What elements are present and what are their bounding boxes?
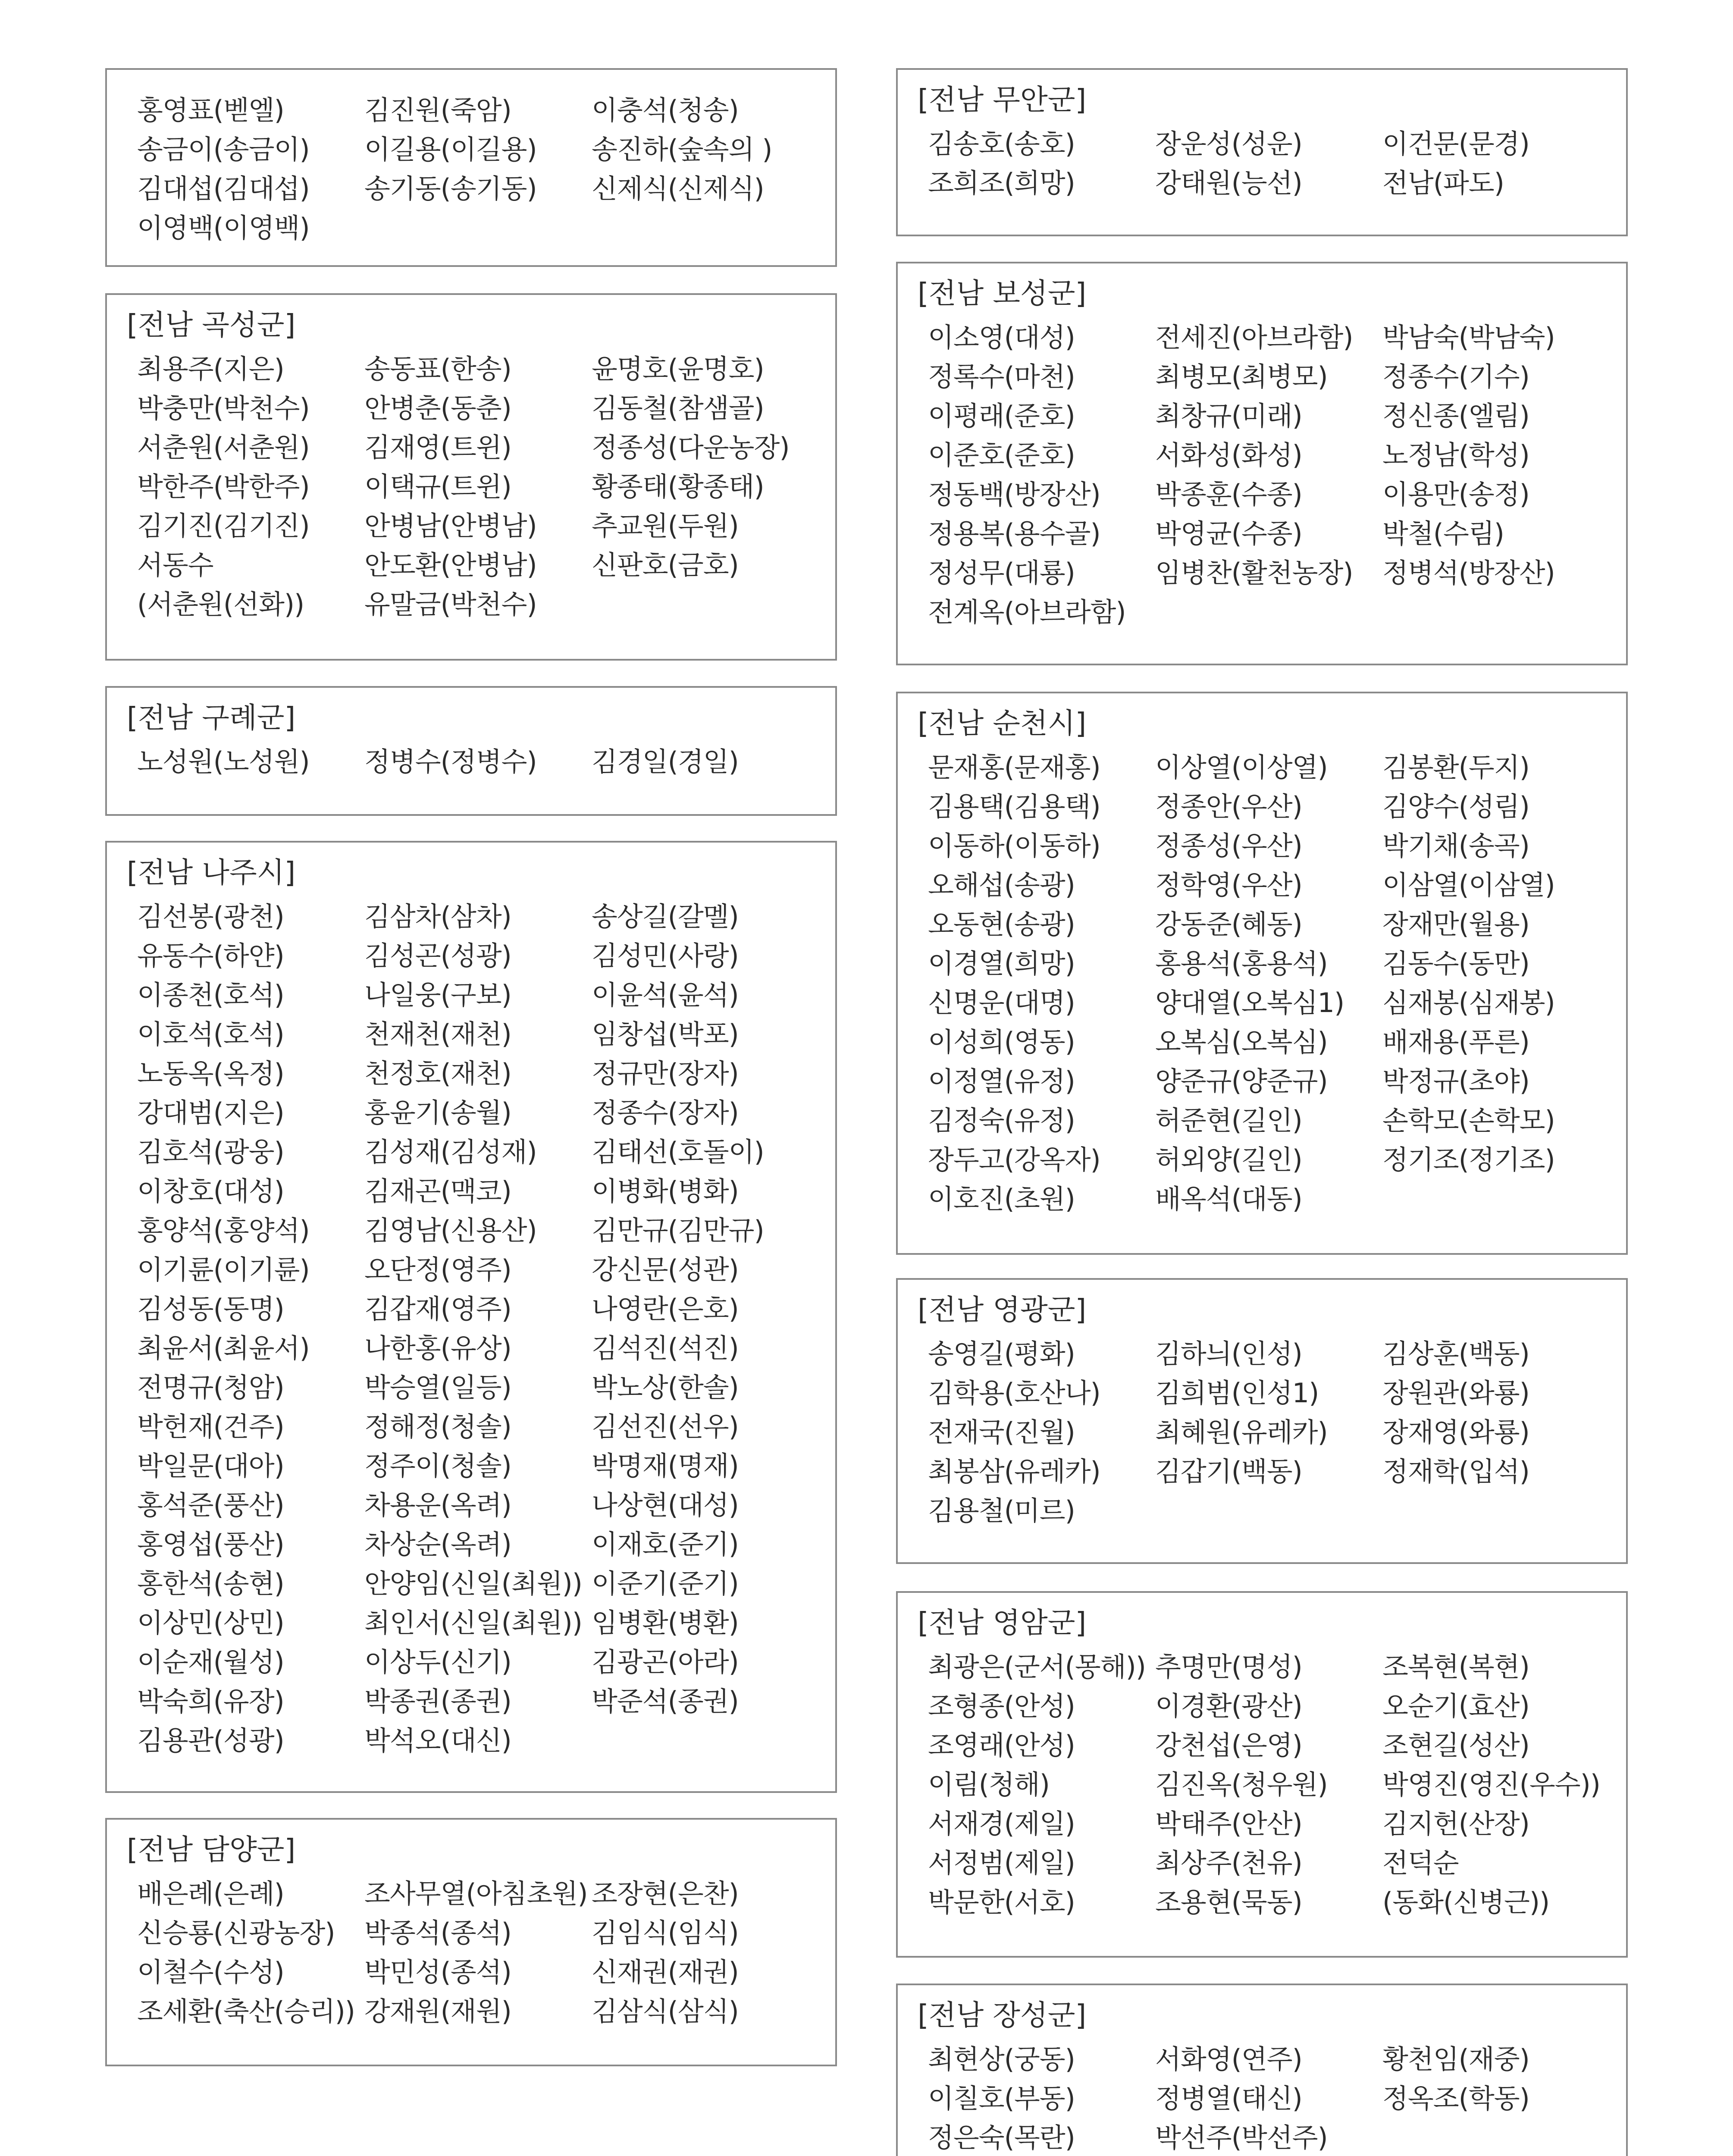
member-name: 정병열(태신) xyxy=(1155,2083,1302,2114)
member-name: 김지헌(산장) xyxy=(1382,1808,1529,1839)
member-name: 이창호(대성) xyxy=(137,1175,284,1207)
member-name: 서화성(화성) xyxy=(1155,439,1302,471)
member-name: 홍영섭(풍산) xyxy=(137,1529,284,1560)
member-name: 김정숙(유정) xyxy=(928,1105,1075,1136)
member-name: 홍양석(홍양석) xyxy=(137,1215,310,1246)
section-box-jangseong xyxy=(896,1984,1628,2156)
member-name: 임창섭(박포) xyxy=(592,1018,739,1050)
name-grid xyxy=(928,748,1617,1219)
member-name: 이성희(영동) xyxy=(928,1026,1075,1058)
section-box-boseong xyxy=(896,262,1628,665)
section-title: [전남 구례군] xyxy=(127,701,296,734)
member-name: 정학영(우산) xyxy=(1155,869,1302,901)
member-name: 이상민(상민) xyxy=(137,1607,284,1639)
member-name: 김호석(광웅) xyxy=(137,1136,284,1168)
member-name: 홍윤기(송월) xyxy=(364,1097,511,1128)
member-name: 차용운(옥려) xyxy=(364,1489,511,1521)
member-name: 장운성(성운) xyxy=(1155,128,1302,160)
name-grid xyxy=(928,1334,1617,1530)
member-name: 장두고(강옥자) xyxy=(928,1144,1100,1175)
member-name: 김하늬(인성) xyxy=(1155,1338,1302,1369)
member-name: 김성동(동명) xyxy=(137,1293,284,1325)
member-name: 서화영(연주) xyxy=(1155,2043,1302,2075)
member-name: 나상현(대성) xyxy=(592,1489,739,1521)
section-title: [전남 무안군] xyxy=(918,83,1087,116)
member-name: 최혜원(유레카) xyxy=(1155,1416,1328,1448)
member-name: 배옥석(대동) xyxy=(1155,1183,1302,1215)
member-name: 이길용(이길용) xyxy=(364,134,537,165)
member-name: 김경일(경일) xyxy=(592,746,739,777)
member-name: 홍영표(벧엘) xyxy=(137,94,284,126)
member-name: 문재홍(문재홍) xyxy=(928,752,1100,783)
section-box-yeonggwang xyxy=(896,1278,1628,1564)
member-name: 장원관(와룡) xyxy=(1382,1377,1529,1409)
member-name: 최용주(지은) xyxy=(137,353,284,385)
member-name: 강천섭(은영) xyxy=(1155,1730,1302,1761)
member-name: 이평래(준호) xyxy=(928,400,1075,432)
member-name: 김희범(인성1) xyxy=(1155,1377,1319,1409)
member-name: 이준호(준호) xyxy=(928,439,1075,471)
member-name: 전명규(청암) xyxy=(137,1372,284,1403)
member-name: 허준현(길인) xyxy=(1155,1105,1302,1136)
member-name: 최현상(궁동) xyxy=(928,2043,1075,2075)
member-name: 김삼식(삼식) xyxy=(592,1996,739,2027)
member-name: 강신문(성관) xyxy=(592,1254,739,1285)
member-name: 이용만(송정) xyxy=(1382,479,1529,510)
member-name: 이윤석(윤석) xyxy=(592,979,739,1011)
member-name: 이택규(트윈) xyxy=(364,471,511,502)
member-name: 전계옥(아브라함) xyxy=(928,596,1126,628)
section-title: [전남 영암군] xyxy=(918,1606,1087,1639)
member-name: 김삼차(삼차) xyxy=(364,901,511,932)
member-name: 황천임(재중) xyxy=(1382,2043,1529,2075)
member-name: 정록수(마천) xyxy=(928,361,1075,392)
member-name: 천정호(재천) xyxy=(364,1058,511,1089)
member-name: 박종석(종석) xyxy=(364,1917,511,1949)
member-name: 조형종(안성) xyxy=(928,1690,1075,1722)
member-name: 송기동(송기동) xyxy=(364,173,537,204)
member-name: 김갑재(영주) xyxy=(364,1293,511,1325)
member-name: 강동준(혜동) xyxy=(1155,909,1302,940)
member-name: 정재학(입석) xyxy=(1382,1456,1529,1487)
member-name: 안병남(안병남) xyxy=(364,510,537,542)
member-name: 홍석준(풍산) xyxy=(137,1489,284,1521)
member-name: 김선봉(광천) xyxy=(137,901,284,932)
member-name xyxy=(1382,1491,1610,1530)
member-name: 이철수(수성) xyxy=(137,1956,284,1988)
member-name: 김동철(참샘골) xyxy=(592,392,764,424)
member-name: 박민성(종석) xyxy=(364,1956,511,1988)
member-name: 강대범(지은) xyxy=(137,1097,284,1128)
member-name xyxy=(592,585,819,624)
member-name: 추교원(두원) xyxy=(592,510,739,542)
member-name: 김동수(동만) xyxy=(1382,948,1529,979)
member-name: 박노상(한솔) xyxy=(592,1372,739,1403)
member-name: 정동백(방장산) xyxy=(928,479,1100,510)
member-name xyxy=(1382,1179,1610,1219)
member-name: 송진하(숲속의 ) xyxy=(592,134,772,165)
section-title: [전남 담양군] xyxy=(127,1833,296,1866)
member-name: 정은숙(목란) xyxy=(928,2122,1075,2153)
member-name: 박영진(영진(우수)) xyxy=(1382,1769,1600,1800)
member-name: 김송호(송호) xyxy=(928,128,1075,160)
member-name: 정주이(청솔) xyxy=(364,1450,511,1482)
name-grid xyxy=(928,124,1617,203)
member-name: 나영란(은호) xyxy=(592,1293,739,1325)
member-name: 추명만(명성) xyxy=(1155,1651,1302,1683)
member-name: 정종성(다운농장) xyxy=(592,432,790,463)
member-name: 이삼열(이삼열) xyxy=(1382,869,1555,901)
section-box-gurye xyxy=(105,686,837,816)
member-name: 서춘원(서춘원) xyxy=(137,432,310,463)
member-name: 이소영(대성) xyxy=(928,322,1075,353)
member-name: 박영균(수종) xyxy=(1155,518,1302,549)
member-name: 신승룡(신광농장) xyxy=(137,1917,335,1949)
member-name: 오순기(효산) xyxy=(1382,1690,1529,1722)
member-name: 김재영(트윈) xyxy=(364,432,511,463)
member-name: 박태주(안산) xyxy=(1155,1808,1302,1839)
member-name: 정옥조(학동) xyxy=(1382,2083,1529,2114)
name-grid xyxy=(928,1647,1617,1922)
member-name: 심재봉(심재봉) xyxy=(1382,987,1555,1018)
section-box-muan xyxy=(896,68,1628,236)
section-box-damyang xyxy=(105,1818,837,2066)
section-box-top xyxy=(105,68,837,267)
member-name: 송영길(평화) xyxy=(928,1338,1075,1369)
member-name: 나일웅(구보) xyxy=(364,979,511,1011)
member-name: 이상열(이상열) xyxy=(1155,752,1328,783)
member-name: 정병수(정병수) xyxy=(364,746,537,777)
member-name xyxy=(1382,2118,1610,2156)
member-name: 김용관(성광) xyxy=(137,1725,284,1756)
member-name: 손학모(손학모) xyxy=(1382,1105,1555,1136)
section-box-suncheon xyxy=(896,692,1628,1255)
member-name: 이기륜(이기륜) xyxy=(137,1254,310,1285)
section-title: [전남 장성군] xyxy=(918,1999,1087,2032)
member-name: 정종수(장자) xyxy=(592,1097,739,1128)
member-name: 안도환(안병남) xyxy=(364,549,537,581)
member-name: 박기채(송곡) xyxy=(1382,830,1529,862)
member-name xyxy=(1155,592,1382,632)
member-name: 서정범(제일) xyxy=(928,1847,1075,1879)
member-name: 김재곤(맥코) xyxy=(364,1175,511,1207)
member-name: 배은례(은례) xyxy=(137,1878,284,1909)
member-name xyxy=(1382,592,1610,632)
member-name: 전세진(아브라함) xyxy=(1155,322,1353,353)
member-name: 최상주(천유) xyxy=(1155,1847,1302,1879)
member-name: 송상길(갈멜) xyxy=(592,901,739,932)
name-grid xyxy=(137,91,827,248)
member-name: 오동현(송광) xyxy=(928,909,1075,940)
member-name: (동화(신병근)) xyxy=(1382,1887,1550,1918)
member-name: 김학용(호산나) xyxy=(928,1377,1100,1409)
member-name: 노성원(노성원) xyxy=(137,746,310,777)
member-name: 이건문(문경) xyxy=(1382,128,1529,160)
member-name: 김진옥(청우원) xyxy=(1155,1769,1328,1800)
member-name: 허외양(길인) xyxy=(1155,1144,1302,1175)
member-name: 강태원(능선) xyxy=(1155,167,1302,199)
member-name: 이호석(호석) xyxy=(137,1018,284,1050)
member-name: 이동하(이동하) xyxy=(928,830,1100,862)
member-name: 정해정(청솔) xyxy=(364,1411,511,1442)
member-name xyxy=(1155,1491,1382,1530)
member-name: 이충석(청송) xyxy=(592,94,739,126)
member-name: 정기조(정기조) xyxy=(1382,1144,1555,1175)
member-name: 정종성(우산) xyxy=(1155,830,1302,862)
member-name: 박일문(대아) xyxy=(137,1450,284,1482)
member-name: 조복현(복현) xyxy=(1382,1651,1529,1683)
member-name: 강재원(재원) xyxy=(364,1996,511,2027)
member-name: 최봉삼(유레카) xyxy=(928,1456,1100,1487)
member-name: 임병환(병환) xyxy=(592,1607,739,1639)
member-name: 김양수(성림) xyxy=(1382,791,1529,822)
member-name: 김성민(사랑) xyxy=(592,940,739,971)
name-grid xyxy=(928,318,1617,632)
member-name: 이호진(초원) xyxy=(928,1183,1075,1215)
member-name: 박정규(초야) xyxy=(1382,1065,1529,1097)
name-grid xyxy=(137,1874,827,2031)
member-name: 오단정(영주) xyxy=(364,1254,511,1285)
member-name: 이정열(유정) xyxy=(928,1065,1075,1097)
section-box-yeongam xyxy=(896,1591,1628,1958)
member-name: 정용복(용수골) xyxy=(928,518,1100,549)
member-name: (서춘원(선화)) xyxy=(137,589,304,620)
member-name: 조영래(안성) xyxy=(928,1730,1075,1761)
member-name: 김영남(신용산) xyxy=(364,1215,537,1246)
name-grid xyxy=(137,897,827,1760)
member-name: 김기진(김기진) xyxy=(137,510,310,542)
member-name: 노정남(학성) xyxy=(1382,439,1529,471)
member-name: 김상훈(백동) xyxy=(1382,1338,1529,1369)
member-name: 박종권(종권) xyxy=(364,1686,511,1717)
member-name: 정규만(장자) xyxy=(592,1058,739,1089)
member-name: 서동수 xyxy=(137,549,213,581)
member-name: 박준석(종권) xyxy=(592,1686,739,1717)
member-name: 김용택(김용택) xyxy=(928,791,1100,822)
member-name: 조현길(성산) xyxy=(1382,1730,1529,1761)
member-name: 유말금(박천수) xyxy=(364,589,537,620)
member-name: 이순재(월성) xyxy=(137,1646,284,1678)
member-name: 이준기(준기) xyxy=(592,1568,739,1599)
member-name: 이재호(준기) xyxy=(592,1529,739,1560)
member-name: 임병찬(활천농장) xyxy=(1155,557,1353,589)
member-name: 이경환(광산) xyxy=(1155,1690,1302,1722)
member-name: 장재만(월용) xyxy=(1382,909,1529,940)
member-name: 박철(수림) xyxy=(1382,518,1504,549)
member-name: 김용철(미르) xyxy=(928,1495,1075,1526)
member-name: 김석진(석진) xyxy=(592,1332,739,1364)
member-name: 박선주(박선주) xyxy=(1155,2122,1328,2153)
member-name: 김태선(호돌이) xyxy=(592,1136,764,1168)
section-title: [전남 나주시] xyxy=(127,856,296,889)
member-name: 정성무(대룡) xyxy=(928,557,1075,589)
member-name: 최광은(군서(몽해)) xyxy=(928,1651,1146,1683)
member-name: 신판호(금호) xyxy=(592,549,739,581)
member-name: 조장현(은찬) xyxy=(592,1878,739,1909)
member-name: 정종안(우산) xyxy=(1155,791,1302,822)
member-name: 안병춘(동춘) xyxy=(364,392,511,424)
member-name: 김갑기(백동) xyxy=(1155,1456,1302,1487)
member-name: 안양임(신일(최원)) xyxy=(364,1568,582,1599)
member-name: 신재권(재권) xyxy=(592,1956,739,1988)
section-title: [전남 순천시] xyxy=(918,707,1087,740)
member-name: 이칠호(부동) xyxy=(928,2083,1075,2114)
member-name: 박석오(대신) xyxy=(364,1725,511,1756)
member-name: 김봉환(두지) xyxy=(1382,752,1529,783)
member-name: 김진원(죽암) xyxy=(364,94,511,126)
member-name: 정병석(방장산) xyxy=(1382,557,1555,589)
member-name xyxy=(592,1721,819,1760)
member-name: 조사무열(아침초원) xyxy=(364,1878,588,1909)
member-name: 양대열(오복심1) xyxy=(1155,987,1344,1018)
member-name: 배재용(푸른) xyxy=(1382,1026,1529,1058)
member-name: 김광곤(아라) xyxy=(592,1646,739,1678)
member-name: 이상두(신기) xyxy=(364,1646,511,1678)
member-name: 홍용석(홍용석) xyxy=(1155,948,1328,979)
member-name: 박종훈(수종) xyxy=(1155,479,1302,510)
member-name: 오복심(오복심) xyxy=(1155,1026,1328,1058)
name-grid xyxy=(137,742,827,781)
name-grid xyxy=(928,2040,1617,2156)
section-title: [전남 곡성군] xyxy=(127,308,296,342)
member-name: 최창규(미래) xyxy=(1155,400,1302,432)
member-name: 송동표(한송) xyxy=(364,353,511,385)
member-name: 노동옥(옥정) xyxy=(137,1058,284,1089)
member-name: 이영백(이영백) xyxy=(137,212,310,244)
member-name: 박명재(명재) xyxy=(592,1450,739,1482)
member-name: 김임식(임식) xyxy=(592,1917,739,1949)
member-name: 나한홍(유상) xyxy=(364,1332,511,1364)
member-name: 천재천(재천) xyxy=(364,1018,511,1050)
name-grid xyxy=(137,349,827,624)
member-name: 김만규(김만규) xyxy=(592,1215,764,1246)
member-name: 신명운(대명) xyxy=(928,987,1075,1018)
member-name: 전재국(진월) xyxy=(928,1416,1075,1448)
member-name: 이병화(병화) xyxy=(592,1175,739,1207)
member-name: 장재영(와룡) xyxy=(1382,1416,1529,1448)
member-name: 정종수(기수) xyxy=(1382,361,1529,392)
member-name: 전덕순 xyxy=(1382,1847,1459,1879)
member-name: 박승열(일등) xyxy=(364,1372,511,1403)
member-name: 이림(청해) xyxy=(928,1769,1050,1800)
member-name: 최병모(최병모) xyxy=(1155,361,1328,392)
member-name: 송금이(송금이) xyxy=(137,134,310,165)
member-name: 이경열(희망) xyxy=(928,948,1075,979)
member-name: 박문한(서호) xyxy=(928,1887,1075,1918)
member-name: 조희조(희망) xyxy=(928,167,1075,199)
member-name: 차상순(옥려) xyxy=(364,1529,511,1560)
member-name: 윤명호(윤명호) xyxy=(592,353,764,385)
member-name: 박남숙(박남숙) xyxy=(1382,322,1555,353)
member-name: 전남(파도) xyxy=(1382,167,1504,199)
member-name: 홍한석(송현) xyxy=(137,1568,284,1599)
section-title: [전남 보성군] xyxy=(918,277,1087,310)
member-name: 최인서(신일(최원)) xyxy=(364,1607,582,1639)
member-name: 박숙희(유장) xyxy=(137,1686,284,1717)
member-name: 정신종(엘림) xyxy=(1382,400,1529,432)
member-name: 서재경(제일) xyxy=(928,1808,1075,1839)
member-name: 유동수(하얀) xyxy=(137,940,284,971)
member-name: 오해섭(송광) xyxy=(928,869,1075,901)
member-name: 박헌재(건주) xyxy=(137,1411,284,1442)
member-name: 조용현(묵동) xyxy=(1155,1887,1302,1918)
member-name: 김성곤(성광) xyxy=(364,940,511,971)
member-name: 이종천(호석) xyxy=(137,979,284,1011)
member-name: 신제식(신제식) xyxy=(592,173,764,204)
member-name: 최윤서(최윤서) xyxy=(137,1332,310,1364)
member-name: 김선진(선우) xyxy=(592,1411,739,1442)
member-name: 박충만(박천수) xyxy=(137,392,310,424)
member-name: 양준규(양준규) xyxy=(1155,1065,1328,1097)
member-name: 박한주(박한주) xyxy=(137,471,310,502)
section-title: [전남 영광군] xyxy=(918,1293,1087,1326)
section-box-naju xyxy=(105,841,837,1793)
member-name: 황종태(황종태) xyxy=(592,471,764,502)
section-box-gokseong xyxy=(105,293,837,661)
member-name: 김성재(김성재) xyxy=(364,1136,537,1168)
member-name: 김대섭(김대섭) xyxy=(137,173,310,204)
member-name: 조세환(축산(승리)) xyxy=(137,1996,355,2027)
